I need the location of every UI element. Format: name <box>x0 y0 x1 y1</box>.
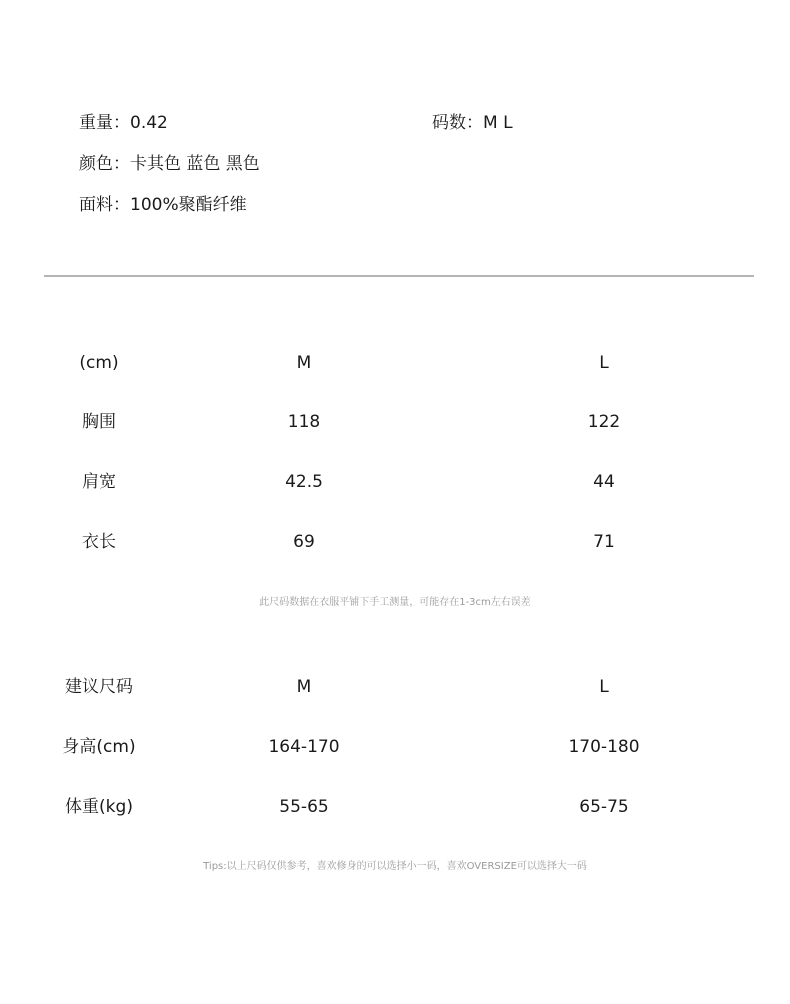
header-size-l: L <box>599 353 609 373</box>
tips-note: Tips:以上尺码仅供参考，喜欢修身的可以选择小一码，喜欢OVERSIZE可以选择大一码 <box>203 861 587 872</box>
sizes-label: 码数：M L <box>432 113 513 133</box>
row-label-height: 身高(cm) <box>62 737 136 757</box>
header-recommend-size: 建议尺码 <box>65 677 133 697</box>
table-cell: 69 <box>293 532 315 552</box>
colors-label: 颜色：卡其色 蓝色 黑色 <box>79 154 260 174</box>
weight-label: 重量：0.42 <box>79 113 168 133</box>
header-size-m: M <box>296 353 312 373</box>
header-unit: (cm) <box>79 353 119 373</box>
header-size-m: M <box>296 677 312 697</box>
table-cell: 118 <box>287 412 321 432</box>
row-label-length: 衣长 <box>82 532 116 552</box>
table-cell: 65-75 <box>579 797 629 817</box>
material-label: 面料：100%聚酯纤维 <box>79 195 247 215</box>
table-cell: 170-180 <box>568 737 640 757</box>
header-size-l: L <box>599 677 609 697</box>
table-cell: 164-170 <box>268 737 340 757</box>
row-label-weight: 体重(kg) <box>65 797 133 817</box>
table-cell: 42.5 <box>285 472 323 492</box>
table-cell: 71 <box>593 532 615 552</box>
measure-note: 此尺码数据在衣服平铺下手工测量，可能存在1-3cm左右误差 <box>259 597 531 608</box>
row-label-shoulder: 肩宽 <box>82 472 116 492</box>
table-cell: 122 <box>587 412 621 432</box>
table-cell: 55-65 <box>279 797 329 817</box>
row-label-chest: 胸围 <box>82 412 116 432</box>
table-cell: 44 <box>593 472 615 492</box>
section-divider <box>44 275 754 277</box>
